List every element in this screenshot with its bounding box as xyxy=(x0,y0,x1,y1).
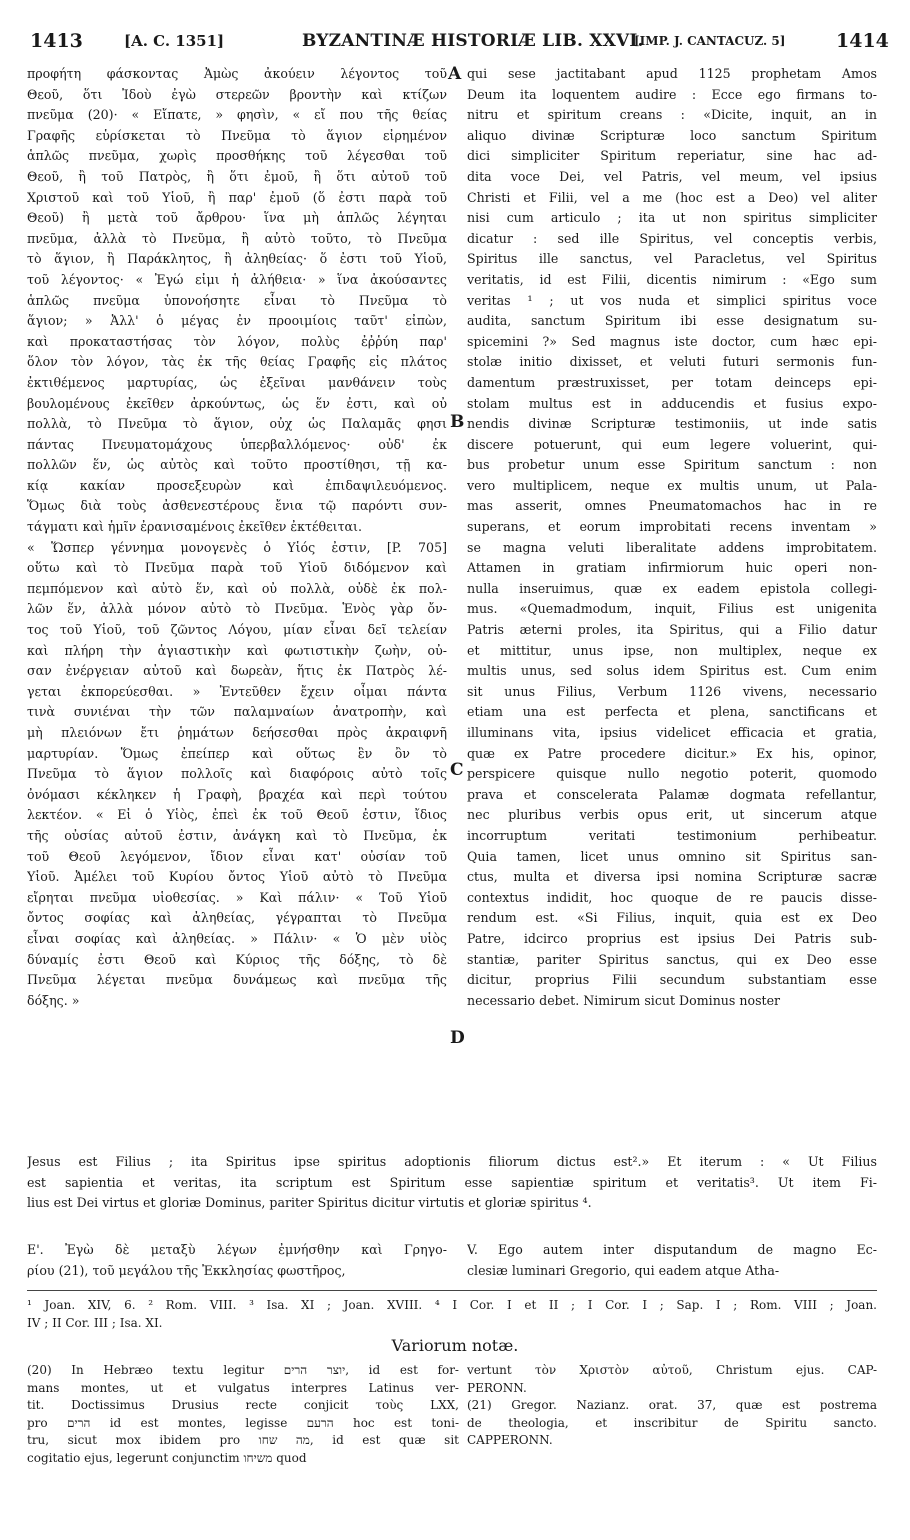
text-line: λῶν ἕν, ἀλλὰ μόνον αὐτὸ τὸ Πνεῦμα. Ἑνὸς γὰρ ὄν- xyxy=(27,601,447,617)
text-line: sit unus Filius, Verbum 1126 vivens, necessario xyxy=(467,683,877,699)
text-line: τοῦ λέγοντος· « Ἐγώ εἰμι ἡ ἀλήθεια· » ἵνα ἀκούσαντες xyxy=(27,271,447,287)
text-line: Attamen in gratiam infirmiorum huic operi non- xyxy=(467,560,877,576)
text-line: Ὅμως διὰ τοὺς ἀσθενεστέρους ἔνια τῷ παρόντι συν- xyxy=(27,498,447,514)
text-line: εἶναι σοφίας καὶ ἀληθείας. » Πάλιν· « Ὁ μὲν υἱὸς xyxy=(27,930,447,946)
variorum-notes-left xyxy=(27,1362,459,1467)
text-line: damentum præstruxisset, per totam deinceps epi- xyxy=(467,374,877,390)
text-line: stantiæ, pariter Spiritus sanctus, qui ex Deo esse xyxy=(467,951,877,967)
text-line: Patris æterni proles, ita Spiritus, qui a Filio datur xyxy=(467,622,877,638)
text-line: PERONN. xyxy=(467,1380,527,1395)
text-line: de theologia, et inscribitur de Spiritu sancto. xyxy=(467,1415,877,1430)
text-line: Χριστοῦ καὶ τοῦ Υἱοῦ, ἢ παρ' ἐμοῦ (ὅ ἐστι παρὰ τοῦ xyxy=(27,189,447,205)
text-line: καὶ πλήρη τὴν ἁγιαστικὴν καὶ φωτιστικὴν ζωὴν, οὐ- xyxy=(27,642,447,658)
text-line: ctus, multa et diversa ipsi nomina Scripturæ sacræ xyxy=(467,869,877,885)
text-line: δόξης. » xyxy=(27,992,80,1008)
text-line: καὶ προκαταστήσας τὸν λόγον, πολὺς ἐῤῥύη παρ' xyxy=(27,333,447,349)
text-line: pro הרים id est montes, legisse הרעם hoc est toni- xyxy=(27,1415,459,1430)
text-line: contextus indidit, hoc quoque de re paucis disse- xyxy=(467,889,877,905)
text-line: etiam una est perfecta et plena, sanctificans et xyxy=(467,704,877,720)
text-line: τινὰ συνιέναι τὴν τῶν παλαμναίων ἀνατροπὴν, καὶ xyxy=(27,704,447,720)
text-line: τὸ ἅγιον, ἢ Παράκλητος, ἢ ἀληθείας· ὅ ἐστι τοῦ Υἱοῦ, xyxy=(27,251,447,267)
running-header xyxy=(24,30,889,56)
text-line: γεται ἐκπορεύεσθαι. » Ἐντεῦθεν ἔχειν οἶμαι πάντα xyxy=(27,683,447,699)
text-line: illuminans vita, ipsius videlicet efficacia et gratia, xyxy=(467,725,877,740)
text-line: tit. Doctissimus Drusius recte conjicit τοὺς LXX, xyxy=(27,1398,459,1412)
text-line: mans montes, ut et vulgatus interpres Latinus ver- xyxy=(27,1380,459,1395)
greek-column xyxy=(27,64,447,1011)
text-line: πολλὰ, τὸ Πνεῦμα τὸ ἅγιον, οὐχ ὡς Παλαμᾶς φησι xyxy=(27,416,447,432)
text-line: superans, et eorum improbitati recens inventam » xyxy=(467,519,877,535)
text-line: nec pluribus verbis opus erit, ut sincerum atque xyxy=(467,807,877,823)
margin-marker-a: A xyxy=(448,64,462,84)
text-line: Θεοῦ, ὅτι Ἰδοὺ ἐγὼ στερεῶν βροντὴν καὶ κτίζων xyxy=(27,86,447,102)
page-number-right: 1414 xyxy=(836,30,889,52)
text-line: πολλῶν ἕν, ὡς αὐτὸς καὶ τοῦτο προστίθησι, τῇ κα- xyxy=(27,457,447,473)
text-line: προφήτη φάσκοντας Ἀμὼς ἀκούειν λέγοντος τοῦ xyxy=(27,66,447,81)
text-line: clesiæ luminari Gregorio, qui eadem atque Atha- xyxy=(467,1262,780,1278)
full-width-text xyxy=(27,1152,877,1214)
text-line: ἁπλῶς πνεῦμα ὑπονοήσητε εἶναι τὸ Πνεῦμα τὸ xyxy=(27,292,447,308)
text-line: necessario debet. Nimirum sicut Dominus noster xyxy=(467,992,781,1008)
text-line: βουλομένους ἐκεῖθεν ἀρκούντως, ὡς ἕν ἐστι, καὶ οὐ xyxy=(27,395,447,411)
text-line: dicitur, proprius Filii secundum substantiam esse xyxy=(467,972,877,988)
text-line: IV ; II Cor. III ; Isa. XI. xyxy=(27,1316,163,1330)
text-line: (20) In Hebræo textu legitur יוצר הרים, id est for- xyxy=(27,1363,459,1377)
text-line: mus. «Quemadmodum, inquit, Filius est unigenita xyxy=(467,601,877,617)
margin-marker-c: C xyxy=(450,760,464,780)
text-line: vero multiplicem, neque ex multis unum, ut Pala- xyxy=(467,477,877,493)
margin-marker-b: B xyxy=(450,412,465,432)
text-line: nitru et spiritum creans : «Dicite, inquit, an in xyxy=(467,107,877,123)
text-line: Θεοῦ, ἢ τοῦ Πατρὸς, ἢ ὅτι ἐμοῦ, ἢ ὅτι αὐτοῦ τοῦ xyxy=(27,168,447,184)
text-line: audita, sanctum Spiritum ibi esse designatum su- xyxy=(467,313,877,329)
text-line: Deum ita loquentem audire : Ecce ego firmans to- xyxy=(467,86,877,102)
text-line: nulla inseruimus, quæ ex eadem epistola collegi- xyxy=(467,580,877,596)
text-line: nendis divinæ Scripturæ testimoniis, ut inde satis xyxy=(467,416,877,432)
text-line: ρίου (21), τοῦ μεγάλου τῆς Ἐκκλησίας φωστῆρος, xyxy=(27,1262,346,1278)
text-line: incorruptum veritati testimonium perhibeatur. xyxy=(467,827,877,843)
text-line: ¹ Joan. XIV, 6. ² Rom. VIII. ³ Isa. XI ; Joan. XVIII. ⁴ I Cor. I et II ; I Cor. I ; Sap. I ; Rom. VIII ; Joan. xyxy=(27,1298,877,1312)
text-line: « Ὥσπερ γέννημα μονογενὲς ὁ Υἱός ἐστιν, [P. 705] xyxy=(27,539,447,555)
text-line: Christi et Filii, vel a me (hoc est a Deo) vel aliter xyxy=(467,189,877,205)
text-line: ἅγιον; » Ἀλλ' ὁ μέγας ἐν προοιμίοις ταῦτ' εἰπὼν, xyxy=(27,313,447,329)
text-line: Θεοῦ) ἢ μετὰ τοῦ ἄρθρου· ἵνα μὴ ἁπλῶς λέγηται xyxy=(27,210,447,226)
text-line: est sapientia et veritas, ita scriptum est Spiritum esse sapientiæ spiritum et veritatis³. Ut item Fi- xyxy=(27,1174,877,1190)
text-line: σαν ἐνέργειαν αὐτοῦ καὶ δωρεὰν, ἥτις ἐκ Πατρὸς λέ- xyxy=(27,663,447,679)
text-line: lius est Dei virtus et gloriæ Dominus, pariter Spiritus dicitur virtutis et gloriæ spiritus ⁴. xyxy=(27,1195,592,1211)
text-line: οὕτω καὶ τὸ Πνεῦμα παρὰ τοῦ Υἱοῦ διδόμενον καὶ xyxy=(27,560,447,576)
text-line: veritatis, id est Filii, dicentis nimirum : «Ego sum xyxy=(467,271,877,287)
text-line: perspicere quisque nullo negotio poterit, quomodo xyxy=(467,766,877,782)
text-line: qui sese jactitabant apud 1125 prophetam Amos xyxy=(467,66,877,81)
text-line: cogitatio ejus, legerunt conjunctim משיחו quod xyxy=(27,1450,307,1465)
margin-marker-d: D xyxy=(450,1028,465,1048)
page-number-left: 1413 xyxy=(30,30,83,52)
date-right: [IMP. J. CANTACUZ. 5] xyxy=(634,34,786,48)
text-line: εἴρηται πνεῦμα υἱοθεσίας. » Καὶ πάλιν· « Τοῦ Υἱοῦ xyxy=(27,889,447,905)
text-line: τοῦ Θεοῦ λεγόμενον, ἴδιον εἶναι κατ' οὐσίαν τοῦ xyxy=(27,848,447,864)
text-line: Πνεῦμα λέγεται πνεῦμα δυνάμεως καὶ πνεῦμα τῆς xyxy=(27,972,447,988)
latin-column xyxy=(467,64,877,1011)
footnotes xyxy=(27,1296,877,1332)
text-line: Spiritus ille sanctus, vel Paracletus, vel Spiritus xyxy=(467,251,877,267)
text-line: multis unus, sed solus idem Spiritus est. Cum enim xyxy=(467,663,877,679)
text-line: Jesus est Filius ; ita Spiritus ipse spiritus adoptionis filiorum dictus est².» Et iterum : « Ut Filius xyxy=(27,1154,877,1169)
text-line: ὄντος σοφίας καὶ ἀληθείας, γέγραπται τὸ Πνεῦμα xyxy=(27,910,447,926)
running-title: BYZANTINÆ HISTORIÆ LIB. XXVI. xyxy=(302,31,644,51)
text-line: Γραφῆς εὑρίσκεται τὸ Πνεῦμα τὸ ἅγιον εἰρημένον xyxy=(27,127,447,143)
text-line: aliquo divinæ Scripturæ loco sanctum Spiritum xyxy=(467,127,877,143)
text-line: Ε'. Ἐγὼ δὲ μεταξὺ λέγων ἐμνήσθην καὶ Γρηγο- xyxy=(27,1242,447,1257)
text-line: et mittitur, unus ipse, non multiplex, neque ex xyxy=(467,642,877,658)
text-line: ἐκτιθέμενος μαρτυρίας, ὡς ἐξεῖναι μανθάνειν τοὺς xyxy=(27,374,447,390)
text-line: ἁπλῶς πνεῦμα, χωρὶς προσθήκης τοῦ λέγεσθαι τοῦ xyxy=(27,148,447,164)
text-line: stolam multus est in adducendis et fusius expo- xyxy=(467,395,877,411)
text-line: ὅλον τὸν λόγον, τὰς ἐκ τῆς θείας Γραφῆς εἰς πλάτος xyxy=(27,354,447,370)
text-line: Quia tamen, licet unus omnino sit Spiritus san- xyxy=(467,848,877,864)
text-line: nisi cum articulo ; ita ut non spiritus simpliciter xyxy=(467,210,877,226)
text-line: dicatur : sed ille Spiritus, vel conceptis verbis, xyxy=(467,230,877,246)
text-line: (21) Gregor. Nazianz. orat. 37, quæ est postrema xyxy=(467,1398,877,1412)
text-line: prava et conscelerata Palamæ dogmata refellantur, xyxy=(467,786,877,802)
text-line: πνεῦμα (20)· « Εἴπατε, » φησὶν, « εἴ που τῆς θείας xyxy=(27,107,447,123)
variorum-notes-right xyxy=(467,1362,877,1450)
text-line: μαρτυρίαν. Ὅμως ἐπείπερ καὶ οὕτως ἓν ὂν τὸ xyxy=(27,745,447,761)
text-line: μὴ πλειόνων ἔτι ῥημάτων δεήσεσθαι πρὸς ἀκραιφνῆ xyxy=(27,725,447,740)
text-line: τάγματι καὶ ἡμῖν ἐρανισαμένοις ἐκεῖθεν ἐκτέθειται. xyxy=(27,519,362,535)
text-line: λεκτέον. « Εἰ ὁ Υἱὸς, ἐπεὶ ἐκ τοῦ Θεοῦ ἐστιν, ἴδιος xyxy=(27,807,447,823)
text-line: ὀνόμασι κέκληκεν ἡ Γραφὴ, βραχέα καὶ περὶ τούτου xyxy=(27,786,447,802)
text-line: V. Ego autem inter disputandum de magno Ec- xyxy=(467,1242,877,1257)
text-line: stolæ initio dixisset, et veluti futuri sermonis fun- xyxy=(467,354,877,370)
text-line: πεμπόμενον καὶ αὐτὸ ἕν, καὶ οὐ πολλὰ, οὐδὲ ἐκ πολ- xyxy=(27,580,447,596)
section-5-latin xyxy=(467,1240,877,1281)
text-line: vertunt τὸν Χριστὸν αὐτοῦ, Christum ejus. CAP- xyxy=(467,1363,877,1377)
section-5-greek xyxy=(27,1240,447,1281)
text-line: CAPPERONN. xyxy=(467,1433,553,1447)
date-left: [A. C. 1351] xyxy=(124,32,225,50)
text-line: dici simpliciter Spiritum reperiatur, sine hac ad- xyxy=(467,148,877,164)
text-line: spicemini ?» Sed magnus iste doctor, cum hæc epi- xyxy=(467,333,877,349)
text-line: bus probetur unum esse Spiritum sanctum : non xyxy=(467,457,877,473)
text-line: se magna veluti liberalitate addens improbitatem. xyxy=(467,539,877,555)
text-line: πνεῦμα, ἀλλὰ τὸ Πνεῦμα, ἢ αὐτὸ τοῦτο, τὸ Πνεῦμα xyxy=(27,230,447,246)
text-line: quæ ex Patre procedere dicitur.» Ex his, opinor, xyxy=(467,745,877,761)
text-line: δύναμίς ἐστι Θεοῦ καὶ Κύριος τῆς δόξης, τὸ δὲ xyxy=(27,951,447,967)
text-line: Υἱοῦ. Ἀμέλει τοῦ Κυρίου ὄντος Υἱοῦ αὐτὸ τὸ Πνεῦμα xyxy=(27,869,447,885)
text-line: dita voce Dei, vel Patris, vel meum, vel ipsius xyxy=(467,168,877,184)
text-line: veritas ¹ ; ut vos nuda et simplici spiritus voce xyxy=(467,292,877,308)
text-line: discere potuerunt, qui eum legere voluerint, qui- xyxy=(467,436,877,452)
text-line: πάντας Πνευματομάχους ὑπερβαλλόμενος· οὐδ' ἐκ xyxy=(27,436,447,452)
text-line: Πνεῦμα τὸ ἅγιον πολλοῖς καὶ διαφόροις αὐτὸ τοῖς xyxy=(27,766,447,782)
text-line: τῆς οὐσίας αὐτοῦ ἐστιν, ἀνάγκη καὶ τὸ Πνεῦμα, ἐκ xyxy=(27,827,447,843)
text-line: tru, sicut mox ibidem pro מה שחו, id est quæ sit xyxy=(27,1433,459,1447)
variorum-title: Variorum notæ. xyxy=(391,1336,519,1355)
text-line: κίᾳ κακίαν προσεξευρὼν καὶ ἐπιδαψιλευόμενος. xyxy=(27,477,447,493)
text-line: τος τοῦ Υἱοῦ, τοῦ ζῶντος Λόγου, μίαν εἶναι δεῖ τελείαν xyxy=(27,622,447,638)
footnote-rule xyxy=(27,1290,877,1291)
text-line: rendum est. «Si Filius, inquit, quia est ex Deo xyxy=(467,910,877,926)
text-line: mas asserit, omnes Pneumatomachos hac in re xyxy=(467,498,877,514)
text-line: Patre, idcirco proprius est ipsius Dei Patris sub- xyxy=(467,930,877,946)
